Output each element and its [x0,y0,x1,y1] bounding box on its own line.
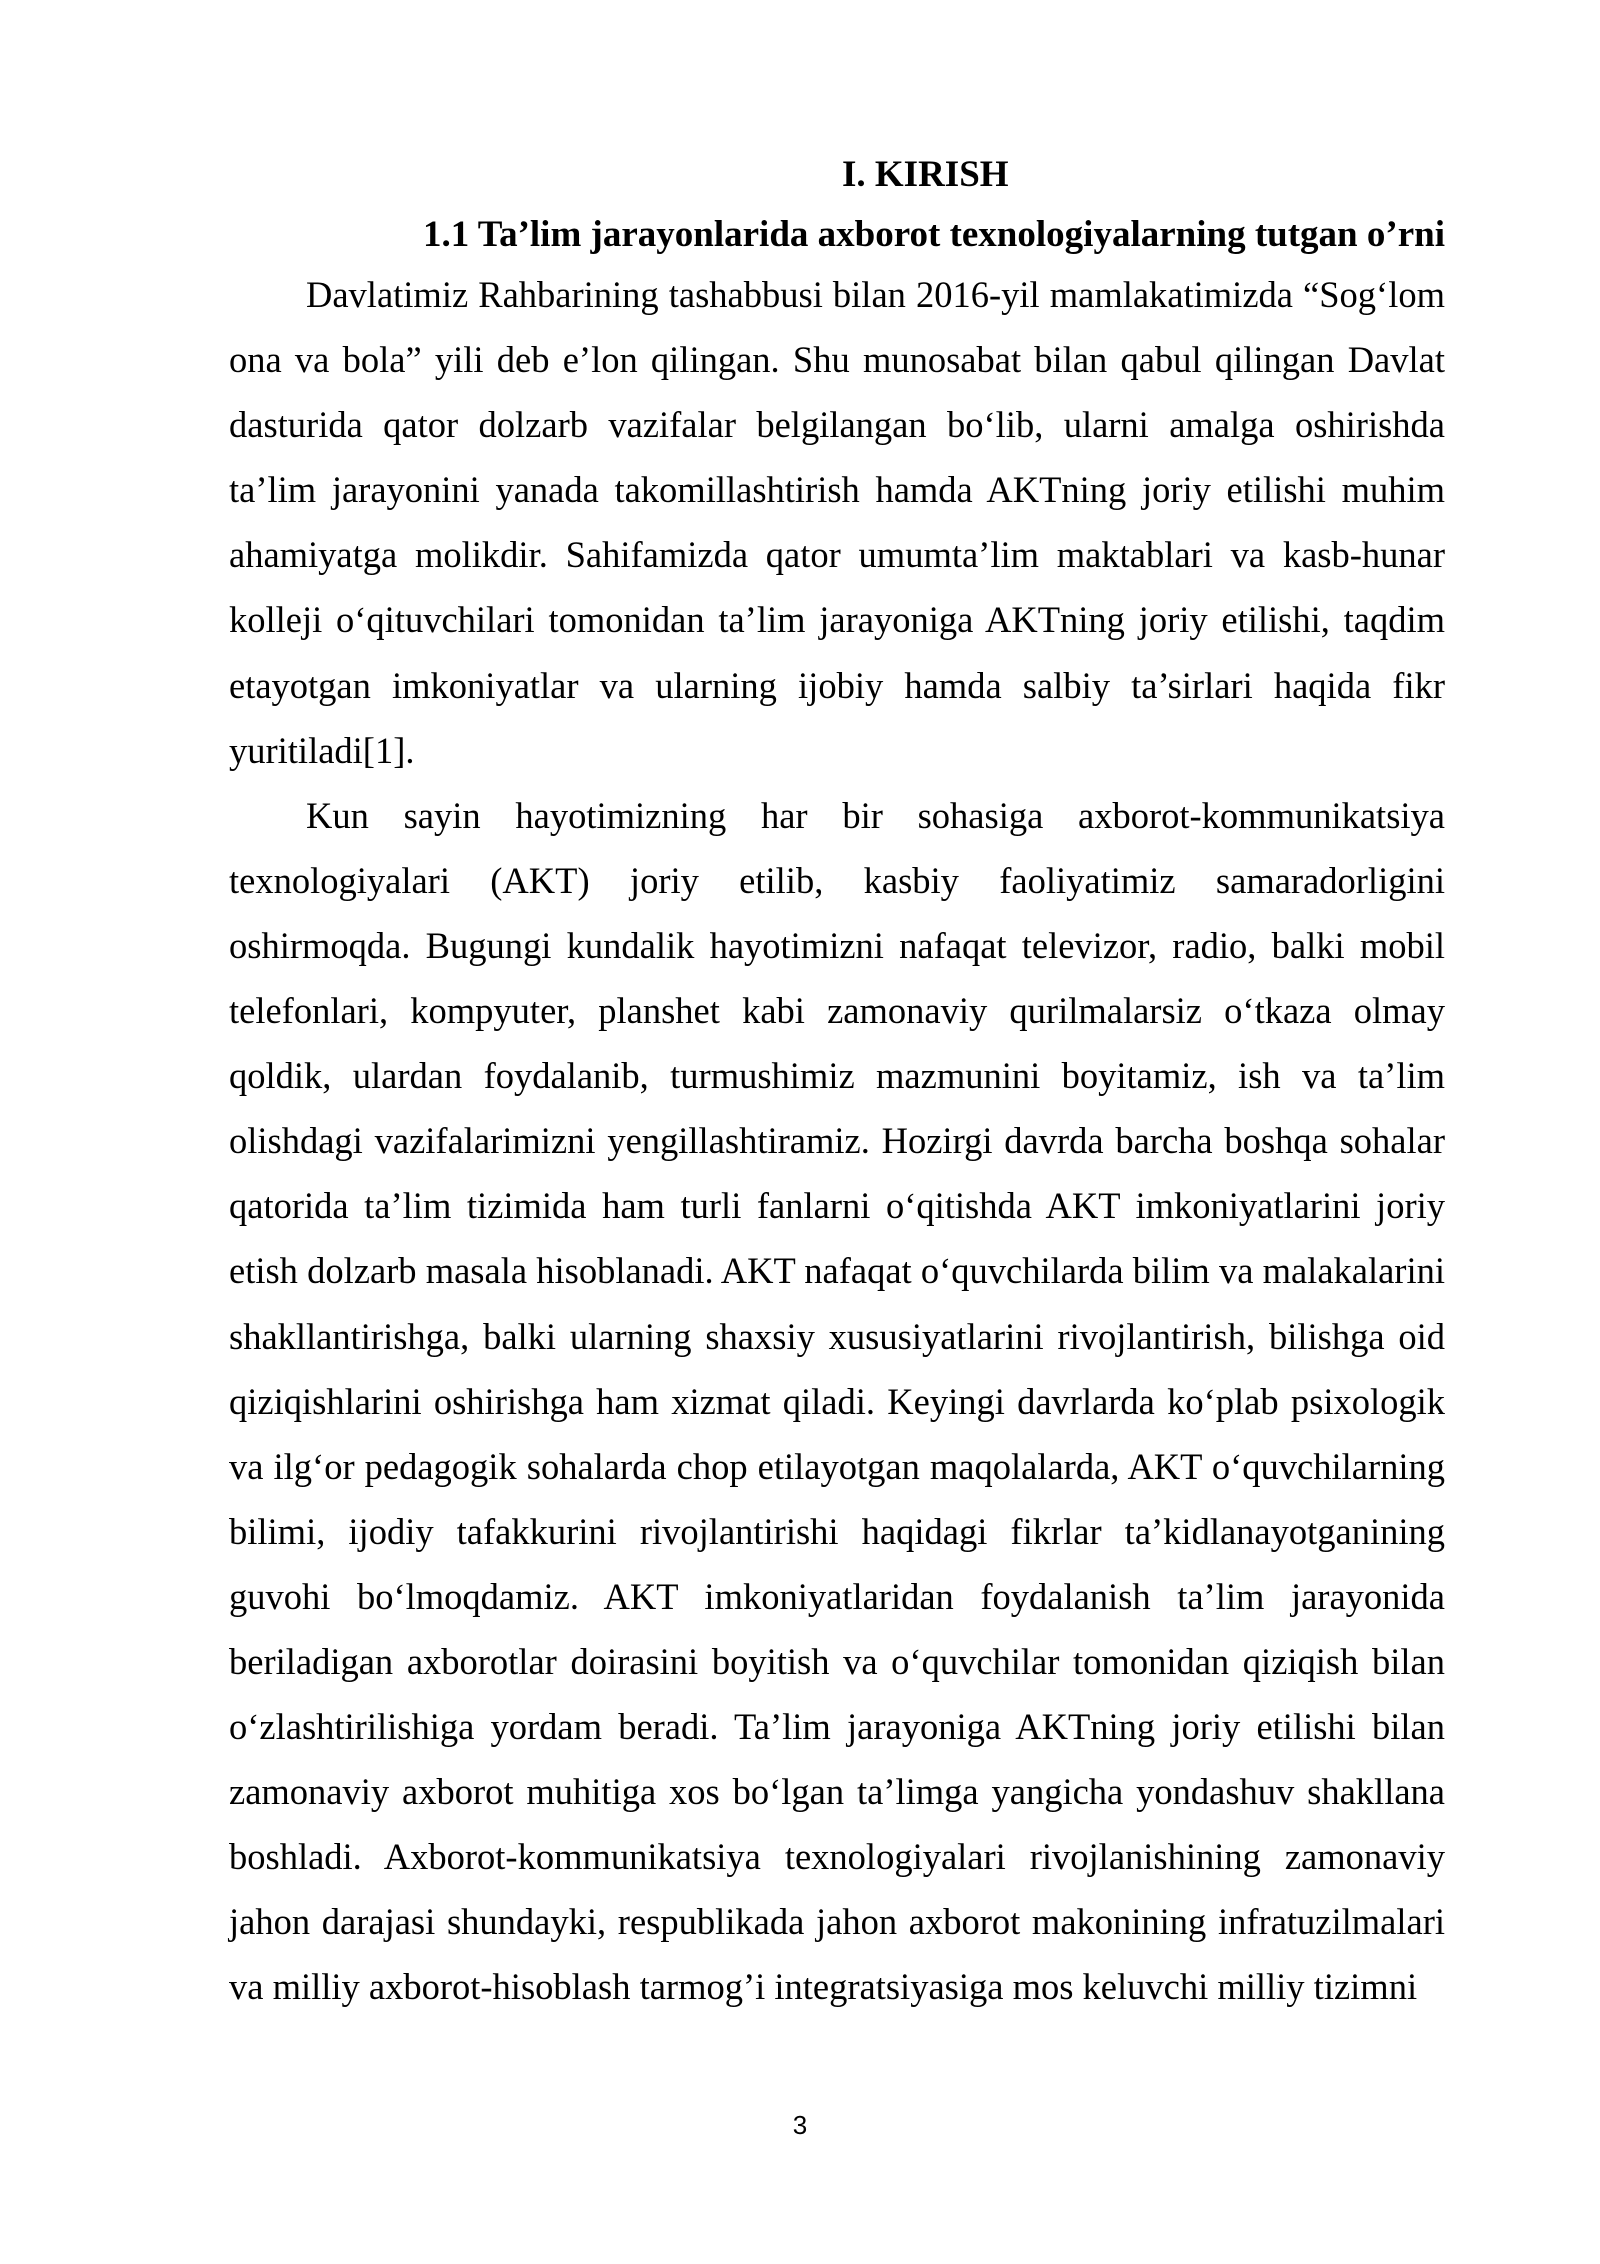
section-title: 1.1 Ta’lim jarayonlarida axborot texnologiyalarning tutgan o’rni [422,214,1445,255]
page-number: 3 [792,2110,808,2140]
body-paragraph: Kun sayin hayotimizning har bir sohasiga axborot-kommunikatsiya texnologiyalari (AKT) joriy etilib, kasbiy faoliyatimiz samaradorligini oshirmoqda. Bugungi kundalik hayotimizni nafaqat televizor, radio, balki mobil telefonlari, kompyuter, planshet kabi zamonaviy qurilmalarsiz o‘tkaza olmay qoldik, ulardan foydalanib, turmushimiz mazmunini boyitamiz, ish va ta’lim olishdagi vazifalarimizni yengillashtiramiz. Hozirgi davrda barcha boshqa sohalar qatorida ta’lim tizimida ham turli fanlarni o‘qitishda AKT imkoniyatlarini joriy etish dolzarb masala hisoblanadi. AKT nafaqat o‘quvchilarda bilim va malakalarini shakllantirishga, balki ularning shaxsiy xususiyatlarini rivojlantirish, bilishga oid qiziqishlarini oshirishga ham xizmat qiladi. Keyingi davrlarda ko‘plab psixologik va ilg‘or pedagogik sohalarda chop etilayotgan maqolalarda, AKT o‘quvchilarning bilimi, ijodiy tafakkurini rivojlantirishi haqidagi fikrlar ta’kidlanayotganining guvohi bo‘lmoqdamiz. AKT imkoniyatlaridan foydalanish ta’lim jarayonida beriladigan axborotlar doirasini boyitish va o‘quvchilar tomonidan qiziqish bilan o‘zlashtirilishiga yordam beradi. Ta’lim jarayoniga AKTning joriy etilishi bilan zamonaviy axborot muhitiga xos bo‘lgan ta’limga yangicha yondashuv shakllana boshladi. Axborot-kommunikatsiya texnologiyalari rivojlanishining zamonaviy jahon darajasi shundayki, respublikada jahon axborot makonining infratuzilmalari va milliy axborot-hisoblash tarmog’i integratsiyasiga mos keluvchi milliy tizimni [229,794,1445,2008]
chapter-title: I. KIRISH [842,154,1009,195]
body-paragraph: Davlatimiz Rahbarining tashabbusi bilan 2016-yil mamlakatimizda “Sog‘lom ona va bola” yili deb e’lon qilingan. Shu munosabat bilan qabul qilingan Davlat dasturida qator dolzarb vazifalar belgilangan bo‘lib, ularni amalga oshirishda ta’lim jarayonini yanada takomillashtirish hamda AKTning joriy etilishi muhim ahamiyatga molikdir. Sahifamizda qator umumta’lim maktablari va kasb-hunar kolleji o‘qituvchilari tomonidan ta’lim jarayoniga AKTning joriy etilishi, taqdim etayotgan imkoniyatlar va ularning ijobiy hamda salbiy ta’sirlari haqida fikr yuritiladi[1]. [229,274,1445,771]
document-page [229,150,1445,2020]
